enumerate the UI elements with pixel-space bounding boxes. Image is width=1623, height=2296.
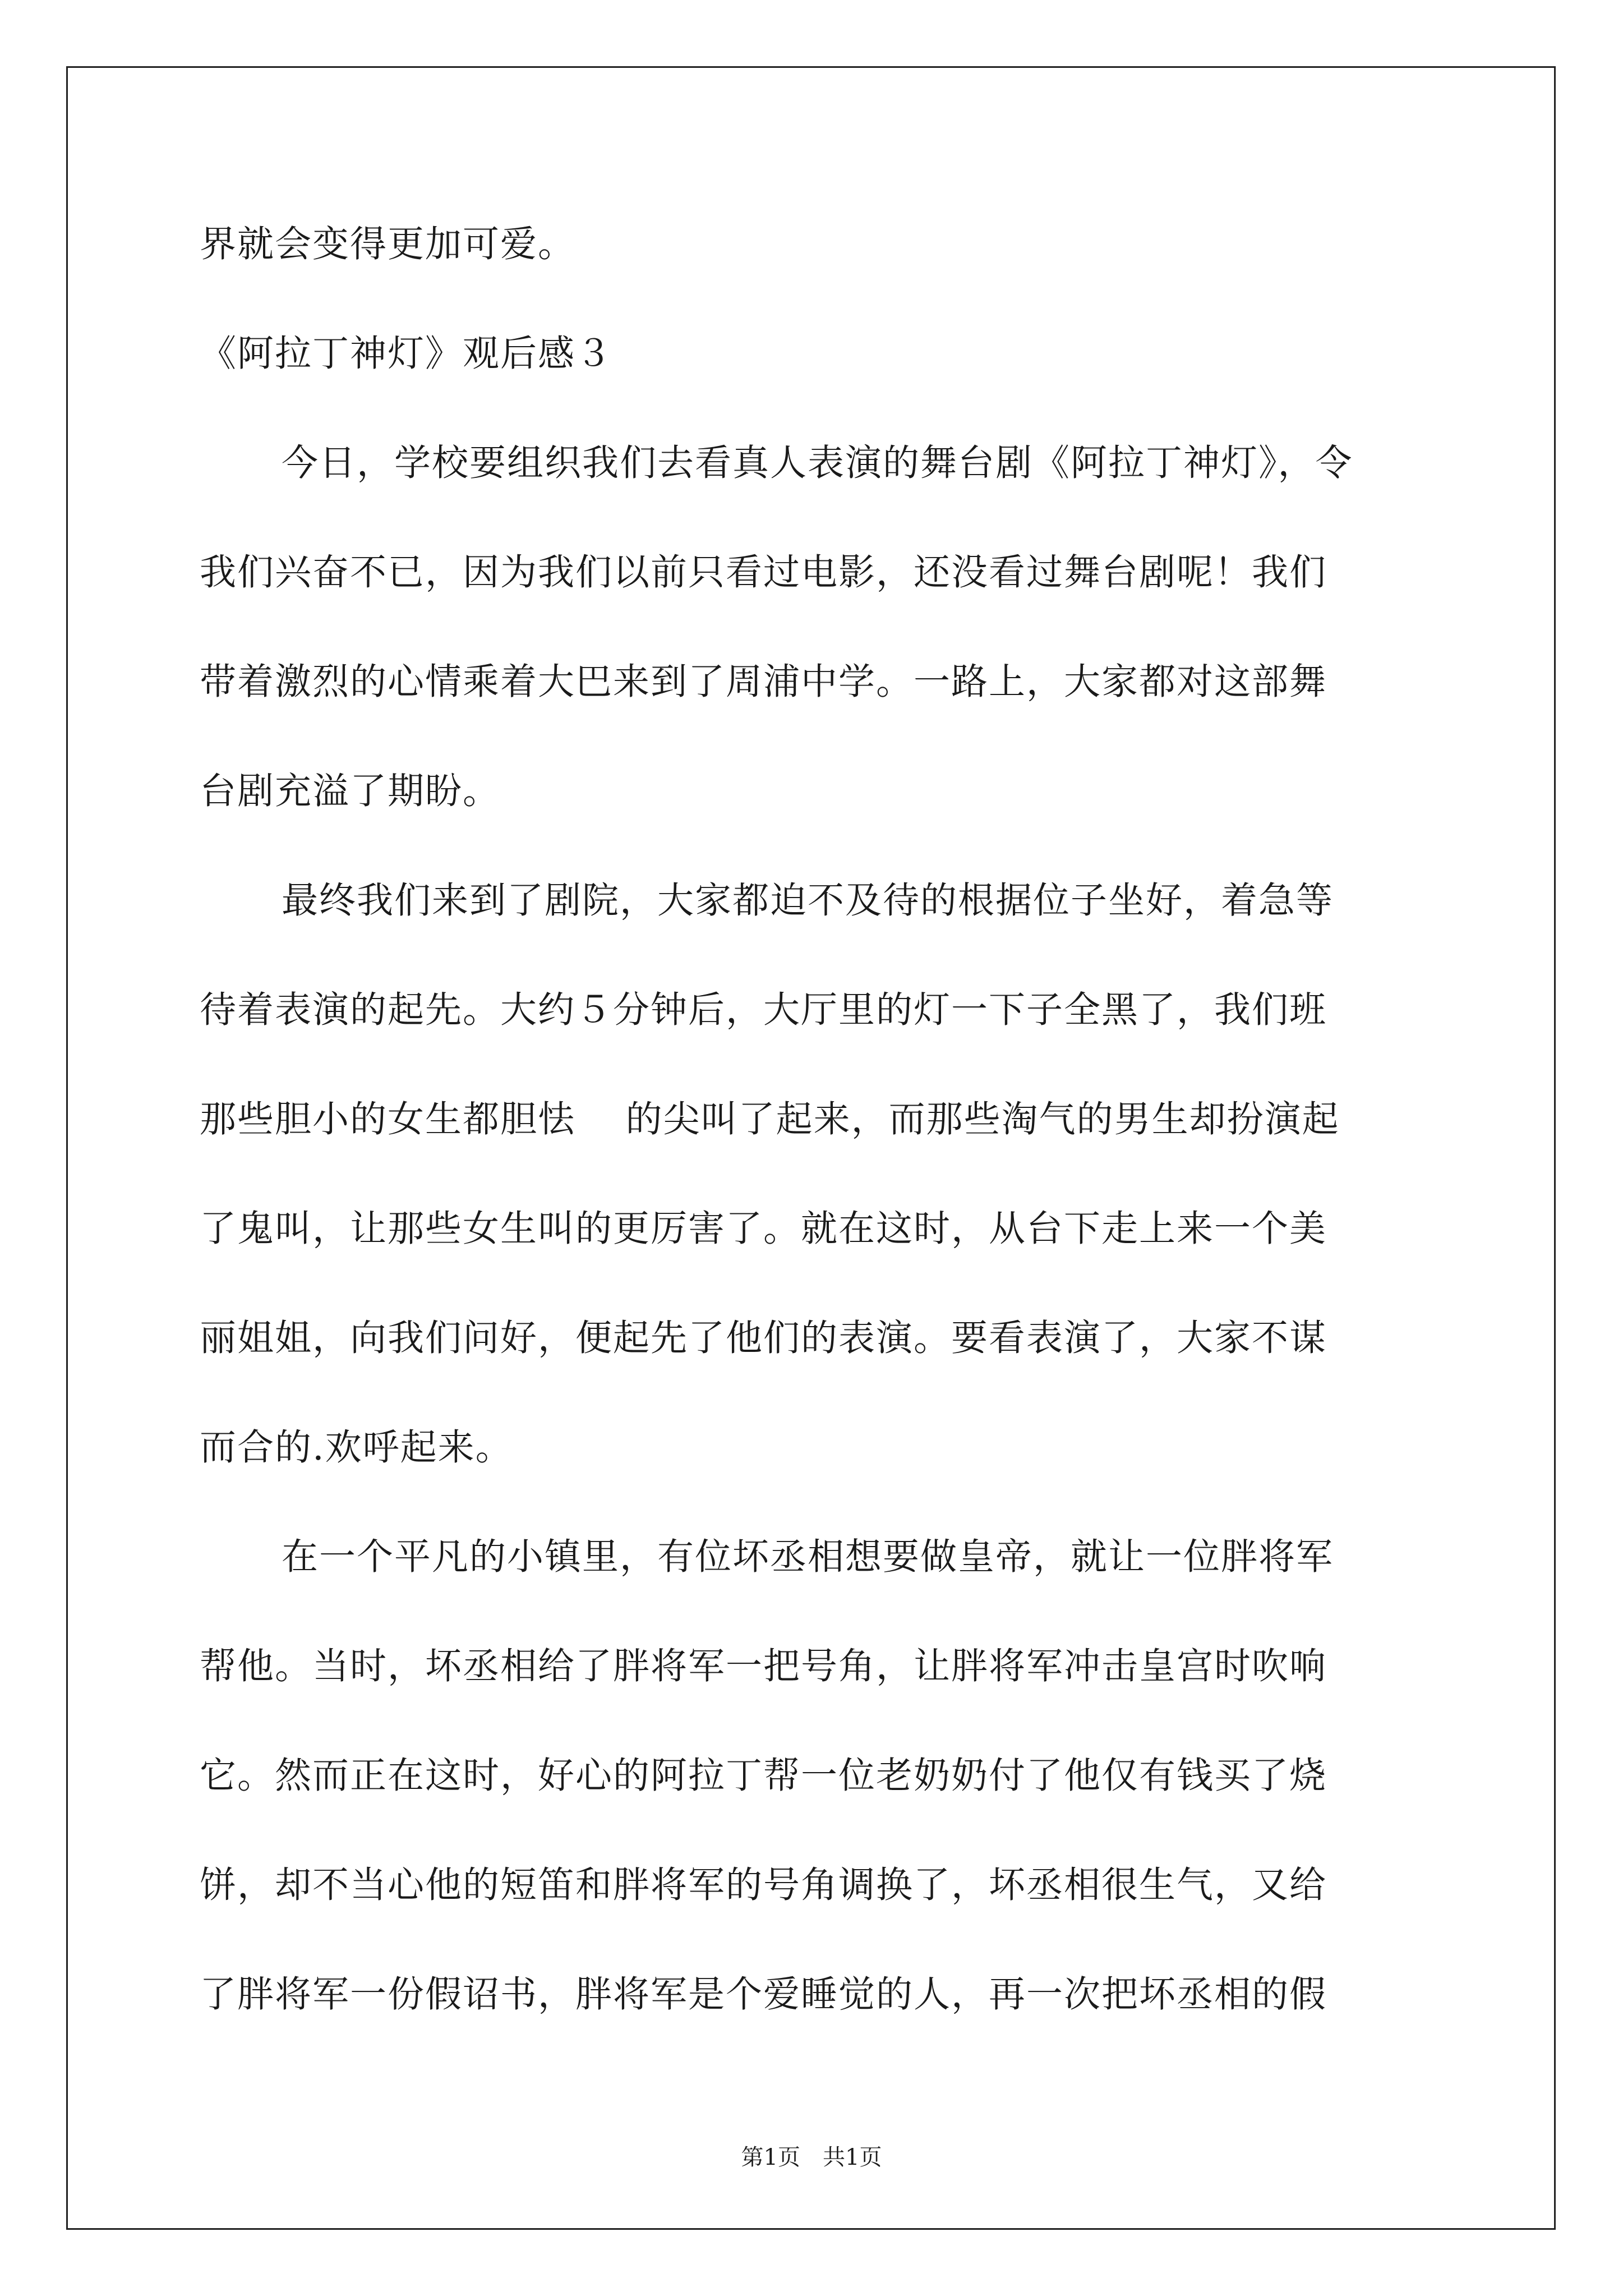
text-line: 丽姐姐，向我们问好，便起先了他们的表演。要看表演了，大家不谋 bbox=[200, 1317, 1327, 1359]
text-line: 待着表演的起先。大约５分钟后，大厅里的灯一下子全黑了，我们班 bbox=[200, 989, 1327, 1031]
text-line: 在一个平凡的小镇里，有位坏丞相想要做皇帝，就让一位胖将军 bbox=[282, 1536, 1334, 1578]
text-line: 饼，却不当心他的短笛和胖将军的号角调换了，坏丞相很生气，又给 bbox=[200, 1864, 1327, 1906]
text-line: 那些胆小的女生都胆怯 的尖叫了起来，而那些淘气的男生却扮演起 bbox=[200, 1098, 1340, 1140]
text-line: 而合的.欢呼起来。 bbox=[200, 1427, 513, 1469]
text-line: 带着激烈的心情乘着大巴来到了周浦中学。一路上，大家都对这部舞 bbox=[200, 661, 1327, 703]
document-body bbox=[200, 219, 1433, 2020]
text-line: 帮他。当时，坏丞相给了胖将军一把号角，让胖将军冲击皇宫时吹响 bbox=[200, 1645, 1327, 1687]
text-line: 最终我们来到了剧院，大家都迫不及待的根据位子坐好，着急等 bbox=[282, 880, 1334, 922]
text-line: 我们兴奋不已，因为我们以前只看过电影，还没看过舞台剧呢！我们 bbox=[200, 551, 1327, 593]
text-line: 台剧充溢了期盼。 bbox=[200, 770, 501, 812]
text-line: 今日，学校要组织我们去看真人表演的舞台剧《阿拉丁神灯》，令 bbox=[282, 442, 1353, 484]
text-line: 它。然而正在这时，好心的阿拉丁帮一位老奶奶付了他仅有钱买了烧 bbox=[200, 1755, 1327, 1797]
text-line: 了鬼叫，让那些女生叫的更厉害了。就在这时，从台下走上来一个美 bbox=[200, 1208, 1327, 1250]
page-number-footer: 第1页 共1页 bbox=[741, 2145, 882, 2170]
text-line: 了胖将军一份假诏书，胖将军是个爱睡觉的人，再一次把坏丞相的假 bbox=[200, 1973, 1327, 2016]
section-title: 《阿拉丁神灯》观后感３ bbox=[200, 333, 614, 375]
text-line: 界就会变得更加可爱。 bbox=[200, 223, 576, 265]
